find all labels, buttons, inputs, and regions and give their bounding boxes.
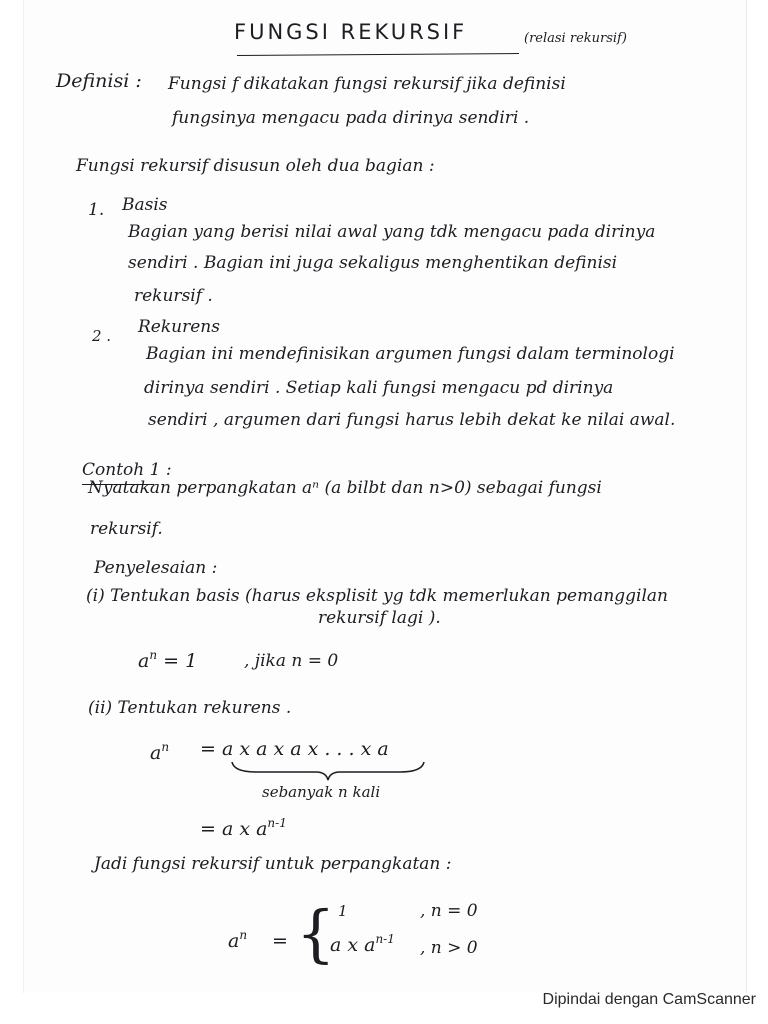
base-case-rhs: = 1 (163, 650, 198, 672)
recurrence-eq2-prefix: = a x a (200, 818, 268, 840)
note-title: FUNGSI REKURSIF (234, 20, 468, 44)
final-lhs-exponent: n (239, 928, 248, 942)
item1-title: Basis (122, 195, 168, 215)
step-2: (ii) Tentukan rekurens . (88, 698, 292, 718)
final-case2-condition: , n > 0 (420, 938, 478, 958)
step-1: (i) Tentukan basis (harus eksplisit yg tdk memerlukan pemanggilan (86, 586, 669, 606)
item1-line-3: rekursif . (134, 286, 213, 306)
recurrence-equation-2 (200, 816, 287, 840)
item2-line-1: Bagian ini mendefinisikan argumen fungsi dalam terminologi (146, 344, 675, 364)
base-case (138, 648, 198, 672)
final-case1-condition: , n = 0 (420, 901, 478, 921)
recurrence-lhs-base: a (150, 742, 162, 764)
contoh-line-2: rekursif. (90, 519, 163, 539)
recurrence-eq2-exponent: n-1 (267, 816, 287, 830)
definisi-line-1: Fungsi f dikatakan fungsi rekursif jika definisi (168, 74, 566, 94)
jadi-line: Jadi fungsi rekursif untuk perpangkatan : (94, 854, 452, 874)
final-case2-value: a x a (330, 934, 376, 956)
item2-title: Rekurens (138, 317, 220, 337)
step-1-cont: rekursif lagi ). (318, 608, 441, 628)
contoh-label: Contoh 1 : (82, 460, 172, 480)
recurrence-brace-label: sebanyak n kali (262, 783, 381, 801)
recurrence-lhs-exponent: n (161, 740, 170, 754)
underbrace-icon (230, 760, 426, 782)
item1-line-2: sendiri . Bagian ini juga sekaligus menghentikan definisi (128, 253, 618, 273)
item2-line-3: sendiri , argumen dari fungsi harus lebih dekat ke nilai awal. (148, 410, 676, 430)
base-case-condition: , jika n = 0 (244, 651, 339, 671)
base-case-exponent: n (149, 648, 158, 662)
item1-line-1: Bagian yang berisi nilai awal yang tdk mengacu pada dirinya (128, 222, 656, 242)
final-case2-exponent: n-1 (375, 932, 395, 946)
contoh-line-1: Nyatakan perpangkatan aⁿ (a bilbt dan n>0) sebagai fungsi (88, 478, 602, 498)
final-lhs (228, 928, 248, 952)
left-brace-icon: { (296, 897, 336, 970)
note-title-sub: (relasi rekursif) (524, 31, 627, 46)
final-equals: = (272, 930, 288, 952)
item2-line-2: dirinya sendiri . Setiap kali fungsi mengacu pd dirinya (144, 378, 614, 398)
base-case-lhs: a (138, 650, 150, 672)
item2-number: 2 . (92, 327, 112, 345)
scanner-watermark: Dipindai dengan CamScanner (542, 991, 756, 1008)
definisi-label: Definisi : (56, 70, 142, 92)
final-case1-value: 1 (338, 902, 348, 920)
definisi-line-2: fungsinya mengacu pada dirinya sendiri . (172, 108, 530, 128)
item1-number: 1. (88, 200, 105, 220)
recurrence-lhs (150, 740, 170, 764)
final-case2 (330, 932, 395, 956)
penyelesaian-label: Penyelesaian : (94, 558, 218, 578)
recurrence-product: = a x a x a x . . . x a (200, 738, 389, 760)
final-lhs-base: a (228, 930, 240, 952)
bagian-intro: Fungsi rekursif disusun oleh dua bagian : (76, 156, 435, 176)
